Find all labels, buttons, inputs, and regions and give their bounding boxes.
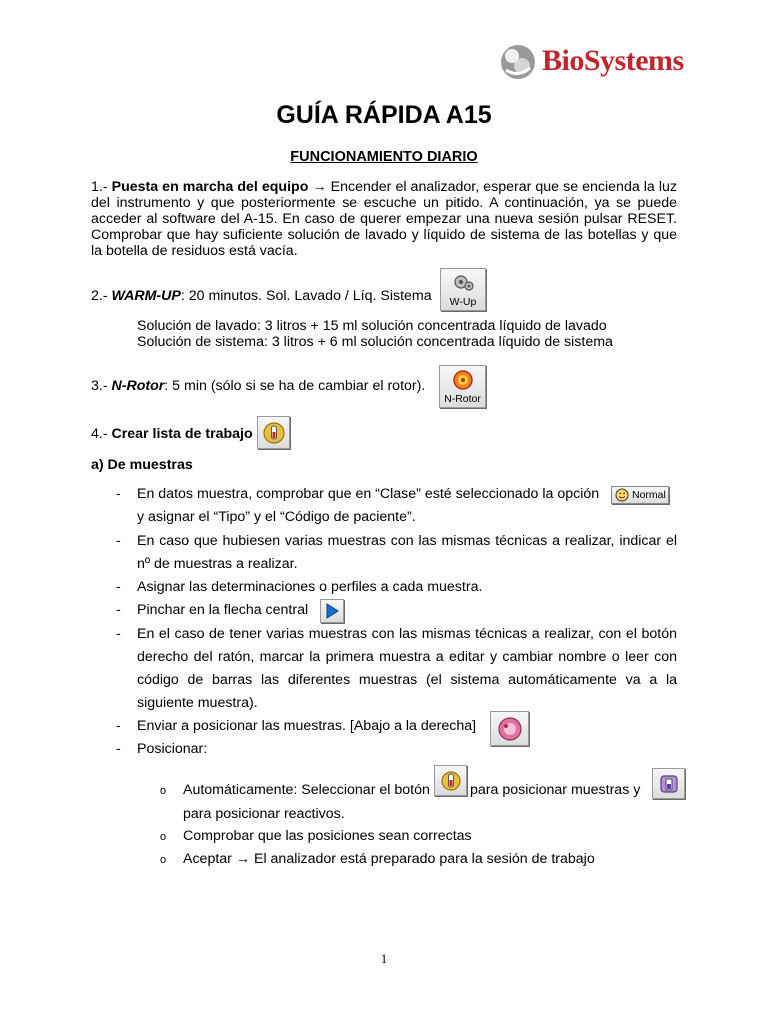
class-normal-label: Normal [632, 489, 666, 501]
position-reagents-auto-button[interactable] [652, 768, 685, 799]
nrotor-button[interactable] [439, 365, 486, 408]
step4-heading: Crear lista de trabajo [111, 426, 253, 442]
sub-item-accept: Aceptar → El analizador está preparado para la sesión de trabajo [183, 851, 595, 867]
sub-item-auto-samples: para posicionar muestras y [470, 782, 641, 798]
page-title: GUÍA RÁPIDA A15 [276, 101, 492, 129]
page-subtitle: FUNCIONAMIENTO DIARIO [290, 149, 478, 165]
sample-tube-icon [262, 421, 286, 445]
system-solution-line: Solución de sistema: 3 litros + 6 ml solución concentrada líquido de sistema [137, 334, 613, 350]
list-item: Asignar las determinaciones o perfiles a cada muestra. [137, 579, 483, 595]
smiley-icon [615, 488, 629, 502]
biosystems-logo [498, 42, 683, 82]
step1-text: Encender el analizador, esperar que se encienda la luz del instrumento y que posteriormente se escuche un pitido. A continuación, ya se puede acceder al software del A-15. En caso de querer empezar una nueva sesión pulsar RESET. Comprobar que hay suficiente solución de lavado y líquido de sistema de las botellas y que la botella de residuos está vacía. [91, 179, 677, 259]
step4-line: 4.- Crear lista de trabajo [91, 426, 253, 442]
sub-item-auto: Automáticamente: Seleccionar el botón [183, 782, 430, 798]
wup-button-label: W-Up [449, 296, 477, 308]
logo-icon [498, 42, 538, 82]
sample-tube-icon [440, 770, 462, 792]
sub-item-check: Comprobar que las posiciones sean correctas [183, 828, 472, 844]
page-number: 1 [380, 951, 388, 966]
step2-line: 2.- WARM-UP: 20 minutos. Sol. Lavado / Líq. Sistema [91, 288, 432, 304]
list-item: En caso que hubiesen varias muestras con las mismas técnicas a realizar, indicar el nº de muestras a realizar. [137, 533, 677, 572]
wash-solution-line: Solución de lavado: 3 litros + 15 ml solución concentrada líquido de lavado [137, 318, 607, 334]
step2-heading: WARM-UP [111, 288, 181, 304]
sub-item-auto-reagents: para posicionar reactivos. [183, 806, 345, 822]
play-arrow-icon [324, 603, 340, 619]
step3-line: 3.- N-Rotor: 5 min (sólo si se ha de cambiar el rotor). [91, 378, 426, 394]
section-a-heading: a) De muestras [91, 457, 193, 473]
list-item: Enviar a posicionar las muestras. [Abajo a la derecha] [137, 718, 477, 734]
position-samples-auto-button[interactable] [434, 765, 467, 796]
list-item: En el caso de tener varias muestras con las mismas técnicas a realizar, con el botón derecho del ratón, marcar la primera muestra a editar y cambiar nombre o leer con código de barras las diferentes muestras (el sistema automáticamente va a la siguiente muestra). [137, 626, 677, 711]
worklist-button[interactable] [257, 416, 290, 449]
reagent-bottle-icon [658, 773, 680, 795]
gears-icon [453, 273, 475, 293]
rotor-icon [452, 369, 474, 391]
list-item: En datos muestra, comprobar que en “Clase” esté seleccionado la opción [137, 486, 600, 502]
step3-heading: N-Rotor [111, 378, 165, 394]
nrotor-button-label: N-Rotor [444, 393, 481, 405]
brand-name: BioSystems [542, 44, 684, 77]
list-item: Pinchar en la flecha central [137, 602, 309, 618]
step1-heading: Puesta en marcha del equipo [111, 179, 309, 195]
step1-paragraph: 1.- Puesta en marcha del equipo → Encender el analizador, esperar que se encienda la luz del instrumento y que posteriormente se escuche un pitido. A continuación, ya se puede acceder al software del A-15. En caso de querer empezar una nueva sesión pulsar RESET. Comprobar que hay suficiente solución de lavado y líquido de sistema de las botellas y que la botella de residuos está vacía. [91, 179, 677, 259]
list-item: Posicionar: [137, 741, 208, 757]
center-arrow-button[interactable] [320, 599, 344, 623]
class-normal-option[interactable] [611, 486, 669, 504]
list-item-continuation: y asignar el “Tipo” y el “Código de paciente”. [137, 509, 416, 525]
wup-button[interactable] [440, 268, 486, 311]
